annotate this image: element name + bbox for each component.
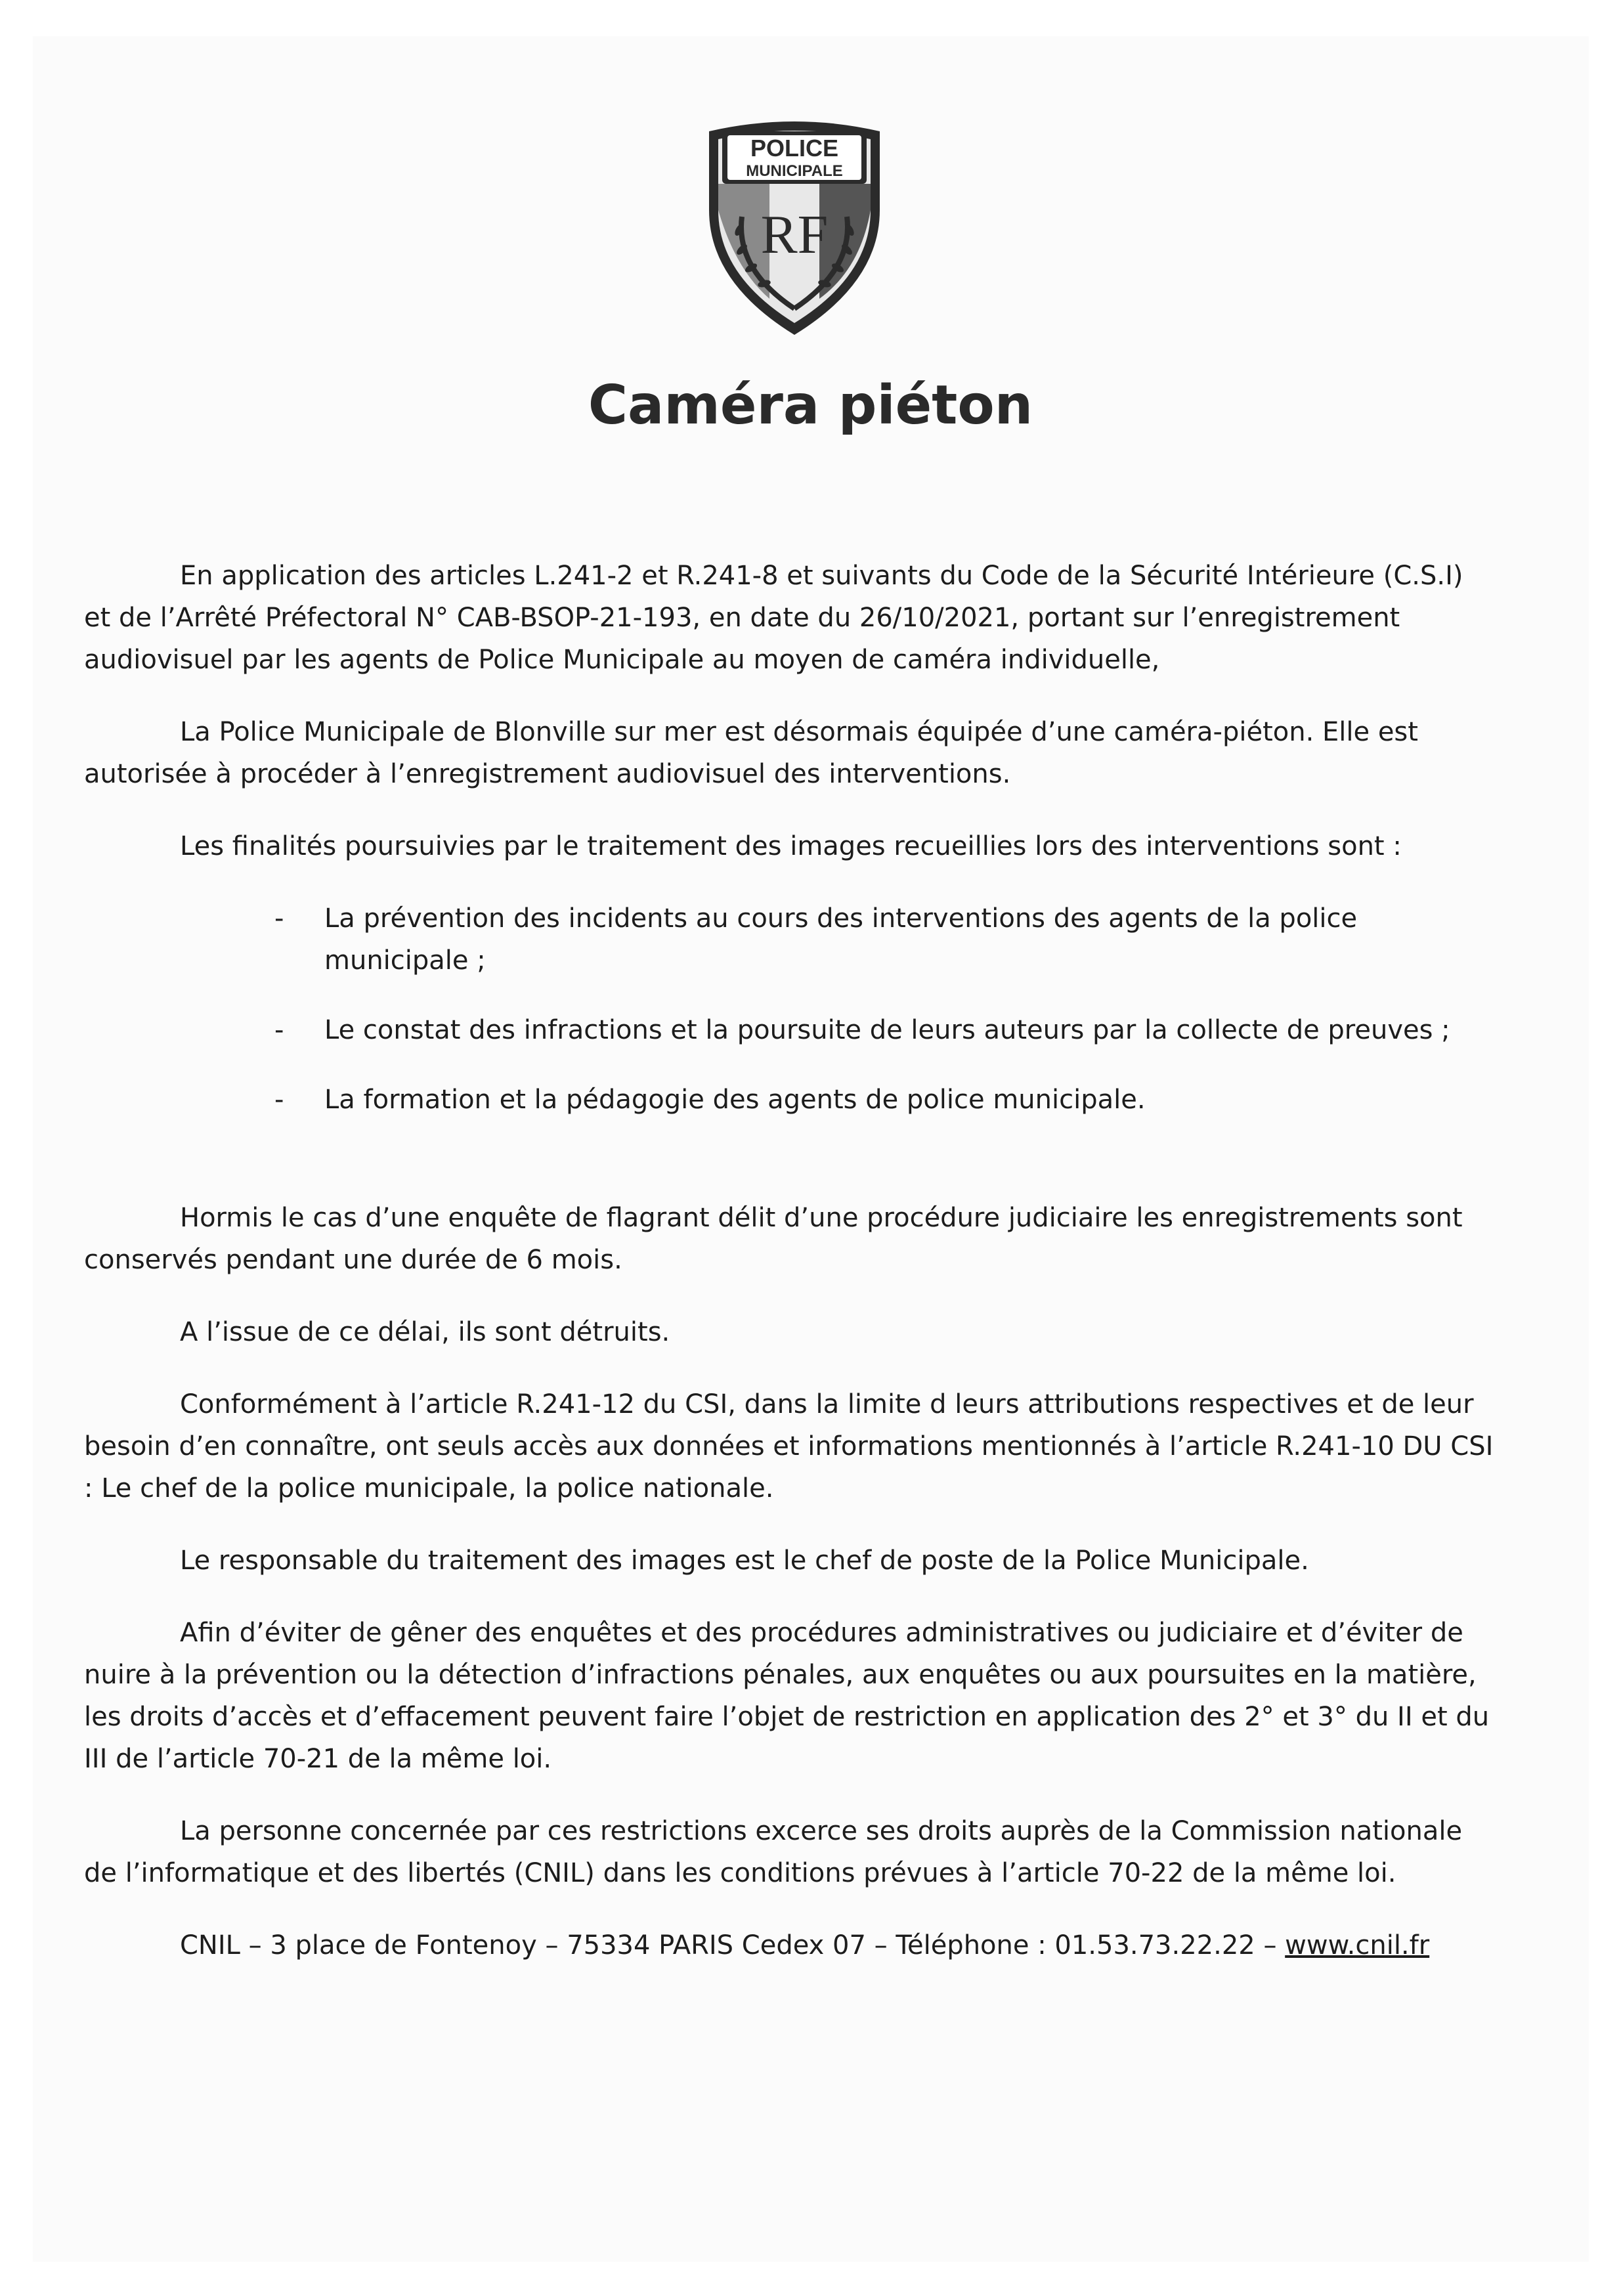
paragraph-equipment: La Police Municipale de Blonville sur mer est désormais équipée d’une caméra-piéton. Elle est autorisée à procéder à l’enregistrement audiovisuel des interventions. bbox=[84, 717, 1418, 789]
cnil-website-link[interactable]: www.cnil.fr bbox=[1285, 1930, 1430, 1960]
cnil-contact: CNIL – 3 place de Fontenoy – 75334 PARIS Cedex 07 – Téléphone : 01.53.73.22.22 – www.cnil.fr bbox=[180, 1930, 1430, 1960]
police-municipale-badge-icon bbox=[696, 112, 893, 341]
list-dash: - bbox=[274, 1085, 284, 1115]
paragraph-access: Conformément à l’article R.241-12 du CSI, dans la limite d leurs attributions respectives et de leur besoin d’en connaître, ont seuls accès aux données et informations mentionnés à l’article R.241-10 DU CSI : Le chef de la police municipale, la police nationale. bbox=[84, 1389, 1494, 1504]
badge-line1: POLICE bbox=[750, 135, 839, 162]
paragraph-retention: Hormis le cas d’une enquête de flagrant délit d’une procédure judiciaire les enregistrements sont conservés pendant une durée de 6 mois. bbox=[84, 1203, 1463, 1275]
paragraph-rights: La personne concernée par ces restrictions excerce ses droits auprès de la Commission nationale de l’informatique et des libertés (CNIL) dans les conditions prévues à l’article 70-22 de la même loi. bbox=[84, 1816, 1463, 1888]
paragraph-legal-basis: En application des articles L.241-2 et R.241-8 et suivants du Code de la Sécurité Intérieure (C.S.I) et de l’Arrêté Préfectoral N° CAB-BSOP-21-193, en date du 26/10/2021, portant sur l’enregistrement audiovisuel par les agents de Police Municipale au moyen de caméra individuelle, bbox=[84, 561, 1463, 675]
list-item: - La formation et la pédagogie des agents de police municipale. bbox=[84, 1079, 1496, 1121]
paragraph-restrictions: Afin d’éviter de gêner des enquêtes et des procédures administratives ou judiciaire et d’éviter de nuire à la prévention ou la détection d’infractions pénales, aux enquêtes ou aux poursuites en la matière, les droits d’accès et d’effacement peuvent faire l’objet de restriction en application des 2° et 3° du II et du III de l’article 70-21 de la même loi. bbox=[84, 1618, 1490, 1774]
list-dash: - bbox=[274, 903, 284, 934]
paragraph-controller: Le responsable du traitement des images est le chef de poste de la Police Municipale. bbox=[180, 1546, 1309, 1576]
paragraph-destruction: A l’issue de ce délai, ils sont détruits. bbox=[180, 1317, 670, 1347]
document-body bbox=[84, 555, 1496, 1997]
list-item: - La prévention des incidents au cours des interventions des agents de la police municipale ; bbox=[84, 898, 1496, 982]
badge-monogram: RF bbox=[760, 204, 829, 265]
list-dash: - bbox=[274, 1015, 284, 1045]
purposes-list bbox=[84, 898, 1496, 1121]
badge-line2: MUNICIPALE bbox=[746, 162, 843, 180]
paragraph-purposes-intro: Les finalités poursuivies par le traitement des images recueillies lors des interventions sont : bbox=[180, 831, 1402, 861]
list-item: - Le constat des infractions et la poursuite de leurs auteurs par la collecte de preuves ; bbox=[84, 1009, 1496, 1051]
page-title: Caméra piéton bbox=[588, 374, 1033, 437]
